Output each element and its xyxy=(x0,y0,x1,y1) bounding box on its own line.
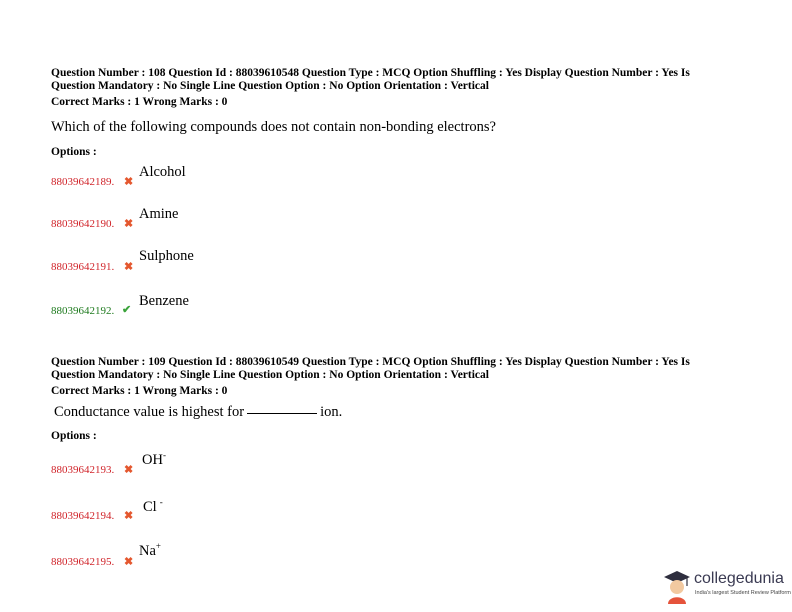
question-meta-line1: Question Number : 109 Question Id : 88039610549 Question Type : MCQ Option Shuffling : Yes Display Question Number : Yes Is xyxy=(51,356,690,368)
question-109 xyxy=(51,356,751,397)
cross-icon: ✖ xyxy=(124,218,134,230)
question-meta-line1: Question Number : 108 Question Id : 88039610548 Question Type : MCQ Option Shuffling : Yes Display Question Number : Yes Is xyxy=(51,67,690,79)
logo-name: collegedunia xyxy=(694,570,784,587)
cross-icon: ✖ xyxy=(124,176,134,188)
option-id: 88039642190. xyxy=(51,218,115,230)
cross-icon: ✖ xyxy=(124,510,134,522)
option-text: Alcohol xyxy=(139,164,186,180)
cross-icon: ✖ xyxy=(124,556,134,568)
option-id: 88039642194. xyxy=(51,510,115,522)
option-id: 88039642189. xyxy=(51,176,115,188)
option-charge: + xyxy=(155,541,161,551)
check-icon: ✔ xyxy=(122,304,132,316)
question-text: Which of the following compounds does not contain non-bonding electrons? xyxy=(51,119,496,135)
option-charge: - xyxy=(162,450,166,460)
option-id: 88039642191. xyxy=(51,261,115,273)
option-id: 88039642192. xyxy=(51,305,115,317)
question-meta xyxy=(51,356,751,382)
option-text xyxy=(139,541,161,560)
option-formula: Cl xyxy=(143,498,157,515)
cross-icon: ✖ xyxy=(124,261,134,273)
option-charge: - xyxy=(159,497,163,507)
question-text-before: Conductance value is highest for xyxy=(54,404,245,420)
options-label: Options : xyxy=(51,430,97,442)
option-id: 88039642193. xyxy=(51,464,115,476)
option-text xyxy=(142,450,166,469)
question-marks: Correct Marks : 1 Wrong Marks : 0 xyxy=(51,385,228,397)
question-marks: Correct Marks : 1 Wrong Marks : 0 xyxy=(51,96,228,108)
question-meta-line2: Question Mandatory : No Single Line Question Option : No Option Orientation : Vertical xyxy=(51,80,489,92)
question-meta-line2: Question Mandatory : No Single Line Question Option : No Option Orientation : Vertical xyxy=(51,369,489,381)
option-formula: Na xyxy=(139,542,156,559)
option-text xyxy=(143,497,163,516)
fill-blank xyxy=(247,413,317,414)
options-label: Options : xyxy=(51,146,97,158)
option-formula: OH xyxy=(142,451,163,468)
option-id: 88039642195. xyxy=(51,556,115,568)
question-108 xyxy=(51,67,751,108)
option-text: Benzene xyxy=(139,293,189,309)
collegedunia-logo xyxy=(662,566,791,606)
option-text: Sulphone xyxy=(139,248,194,264)
question-meta xyxy=(51,67,751,93)
question-text xyxy=(54,404,342,421)
question-text-after: ion. xyxy=(320,404,343,420)
option-text: Amine xyxy=(139,206,179,222)
graduate-icon xyxy=(662,568,692,604)
logo-tagline: India's largest Student Review Platform xyxy=(695,590,791,596)
cross-icon: ✖ xyxy=(124,464,134,476)
